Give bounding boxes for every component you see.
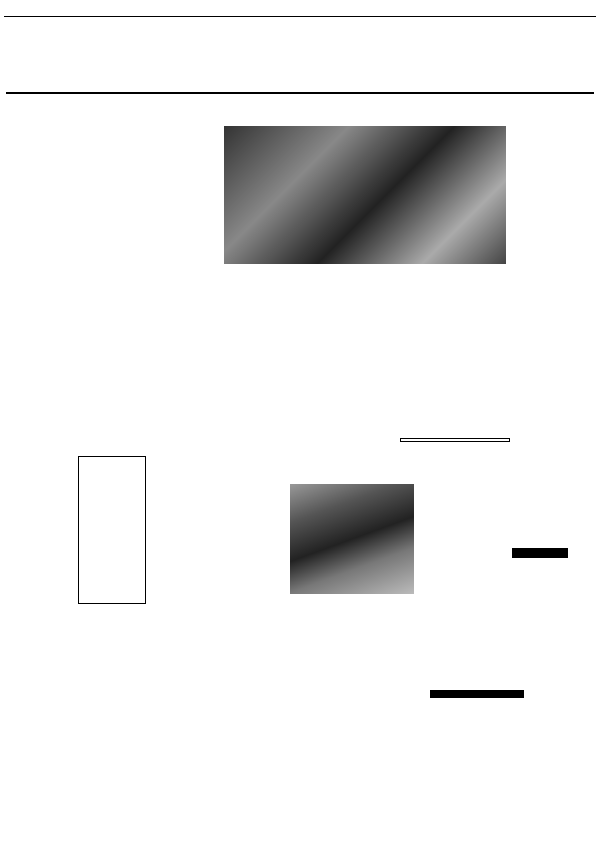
lead-column-3: [150, 300, 218, 450]
lead-column-7: [150, 590, 218, 670]
factory-photo: [290, 484, 414, 594]
lead-column-6: [78, 606, 146, 666]
argos-column-5: [526, 648, 596, 844]
protest-text-2: [512, 360, 596, 400]
bulgaria-column-4: [420, 356, 506, 436]
page-header: [4, 4, 596, 17]
bulgaria-column-5: [420, 452, 506, 594]
argos-column-3: [378, 648, 448, 844]
bulgaria-byline: [400, 438, 510, 442]
lead-intro-text: [6, 204, 218, 296]
argos-column-2: [300, 648, 374, 844]
lead-column-2: [78, 300, 146, 450]
divider: [6, 92, 594, 94]
argos-column-4: [452, 648, 522, 844]
bulgaria-column-2: [290, 378, 350, 478]
argos-column-1: [224, 648, 298, 844]
bulgaria-column-1: [224, 356, 284, 576]
offers-text: [512, 562, 596, 592]
bulgaria-column-3: [355, 378, 415, 478]
anti-column-1: [82, 724, 152, 844]
offers-label: [512, 548, 568, 558]
anti-column-2: [156, 724, 226, 844]
protest-text: [512, 186, 596, 356]
question-3: [79, 473, 145, 479]
transport-text: [512, 432, 596, 542]
farm-photo: [224, 126, 506, 264]
lead-column-4: [150, 456, 218, 586]
anti-tag: [430, 690, 524, 698]
lead-column-1: [6, 300, 74, 540]
questions-box: [78, 456, 146, 604]
lead-column-5: [6, 545, 74, 845]
